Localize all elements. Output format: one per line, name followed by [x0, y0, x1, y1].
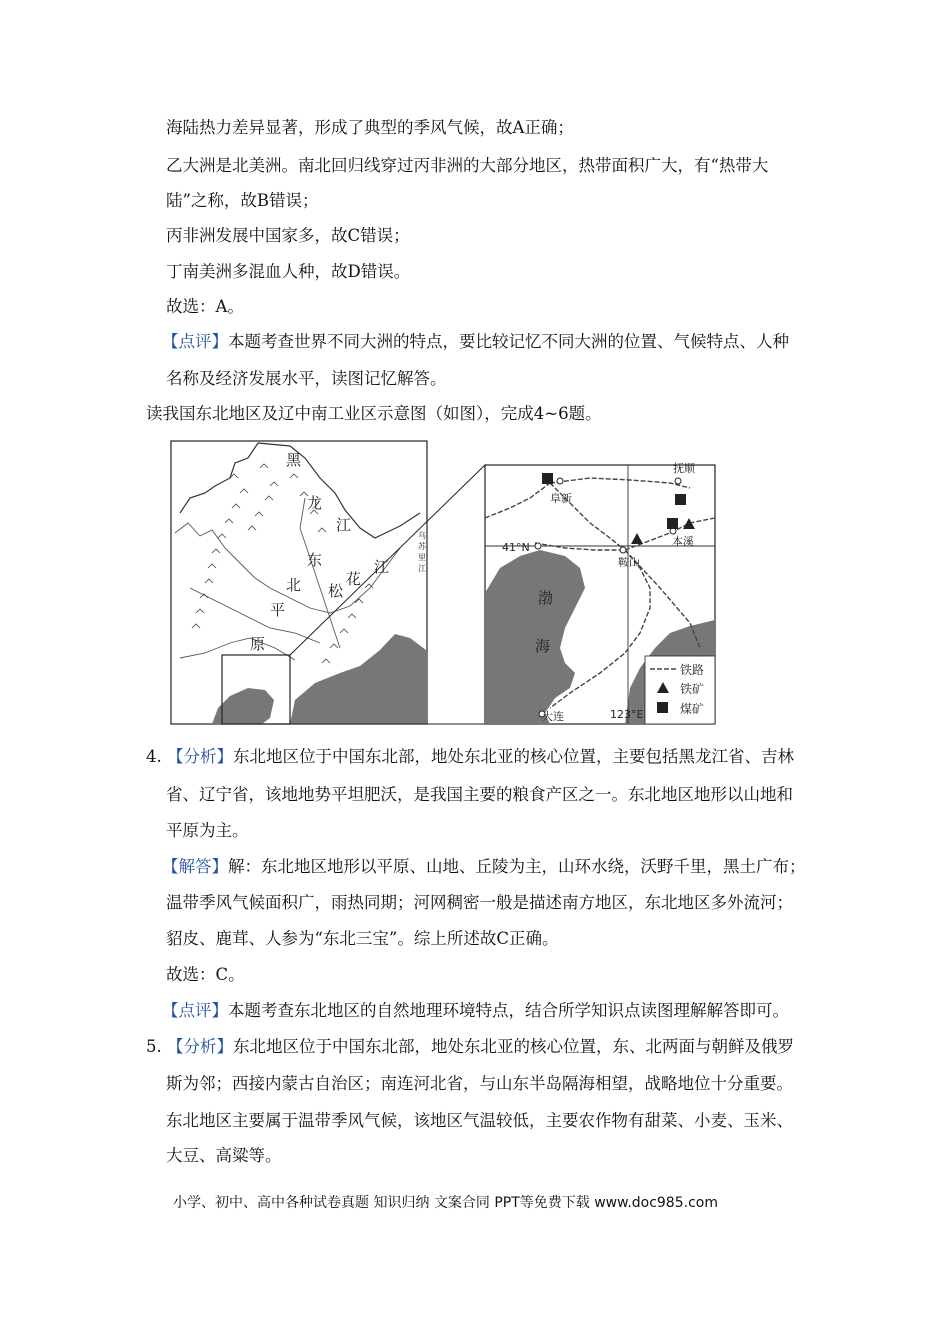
text-line: 故选：A。: [166, 297, 244, 316]
text-line: 丁南美洲多混血人种，故D错误。: [166, 262, 411, 281]
answer-line: 5. 【分析】东北地区位于中国东北部，地处东北亚的核心位置，东、北两面与朝鲜及俄罗: [146, 1037, 794, 1056]
answer-line: 东北地区主要属于温带季风气候，该地区气温较低，主要农作物有甜菜、小麦、玉米、: [166, 1111, 793, 1130]
answer-line: 4. 【分析】东北地区位于中国东北部，地处东北亚的核心位置，主要包括黑龙江省、吉林: [146, 747, 794, 766]
city-marker: [557, 478, 563, 484]
map-label: 里: [418, 553, 426, 562]
answer-line: 【点评】本题考查东北地区的自然地理环境特点，结合所学知识点读图理解解答即可。: [162, 1001, 789, 1020]
page-footer: 小学、初中、高中各种试卷真题 知识归纳 文案合同 PPT等免费下载 www.doc985.com: [173, 1195, 718, 1211]
map-legend: [645, 656, 715, 724]
answer-line: 温带季风气候面积广，雨热同期；河网稠密一般是描述南方地区，东北地区多外流河；: [166, 893, 793, 912]
map-label: 花: [346, 570, 362, 588]
text-line: 丙非洲发展中国家多，故C错误；: [166, 226, 410, 245]
map-label: 北: [286, 576, 302, 594]
comment-tag: 【点评】: [162, 332, 228, 351]
liaozhongnan-industrial-map: [485, 461, 715, 724]
text-line: 乙大洲是北美洲。南北回归线穿过丙非洲的大部分地区，热带面积广大，有“热带大: [166, 156, 769, 175]
comment-line: 【点评】本题考查世界不同大洲的特点，要比较记忆不同大洲的位置、气候特点、人种: [162, 332, 789, 351]
question-intro: 读我国东北地区及辽中南工业区示意图（如图），完成4~6题。: [146, 404, 602, 423]
map-label: 龙: [307, 494, 323, 512]
map-label: 原: [250, 635, 266, 653]
lat-label: 41°N: [502, 541, 530, 554]
coal-mine-symbol: [675, 494, 686, 505]
text-line: 海陆热力差异显著，形成了典型的季风气候，故A正确；: [166, 118, 574, 137]
northeast-map-figure: [170, 438, 730, 728]
text-line: 名称及经济发展水平，读图记忆解答。: [166, 369, 447, 388]
legend-label: 铁路: [680, 663, 705, 677]
map-label: 苏: [418, 542, 426, 551]
city-label: 大连: [542, 710, 564, 723]
answer-line: 大豆、高粱等。: [166, 1146, 282, 1165]
map-label: 江: [336, 516, 352, 534]
map-label: 松: [328, 582, 344, 600]
map-label: 平: [270, 601, 286, 619]
legend-label: 铁矿: [680, 682, 705, 696]
city-marker: [535, 543, 541, 549]
city-label: 阜新: [550, 492, 572, 505]
comment-tag: 【点评】: [162, 1001, 228, 1020]
answer-line: 平原为主。: [166, 821, 249, 840]
lon-label: 123°E: [610, 708, 644, 721]
coal-mine-legend-icon: [657, 702, 668, 713]
coal-mine-symbol: [667, 518, 678, 529]
answer-line: 省、辽宁省，该地地势平坦肥沃，是我国主要的粮食产区之一。东北地区地形以山地和: [166, 785, 793, 804]
city-marker: [675, 478, 681, 484]
map-label: 江: [418, 564, 426, 573]
sea-label: 海: [535, 637, 551, 655]
solution-tag: 【解答】: [162, 857, 228, 876]
map-label: 江: [374, 558, 390, 576]
answer-line: 貂皮、鹿茸、人参为“东北三宝”。综上所述故C正确。: [166, 929, 559, 948]
map-label: 东: [307, 551, 323, 569]
analysis-tag: 【分析】: [167, 1037, 233, 1056]
coal-mine-symbol: [542, 473, 553, 484]
city-marker: [620, 547, 626, 553]
answer-line: 【解答】解：东北地区地形以平原、山地、丘陵为主，山环水绕，沃野千里，黑土广布；: [162, 857, 806, 876]
sea-label: 渤: [538, 589, 554, 607]
map-label: 乌: [418, 531, 426, 540]
answer-line: 故选：C。: [166, 965, 245, 984]
city-label: 本溪: [672, 535, 694, 548]
map-label: 黑: [286, 451, 302, 469]
answer-line: 斯为邻；西接内蒙古自治区；南连河北省，与山东半岛隔海相望，战略地位十分重要。: [166, 1074, 793, 1093]
legend-label: 煤矿: [680, 702, 705, 716]
text-line: 陆”之称，故B错误；: [166, 191, 319, 210]
city-label: 鞍山: [618, 556, 640, 569]
northeast-region-map: [171, 441, 427, 724]
analysis-tag: 【分析】: [167, 747, 233, 766]
city-label: 抚顺: [673, 462, 695, 475]
